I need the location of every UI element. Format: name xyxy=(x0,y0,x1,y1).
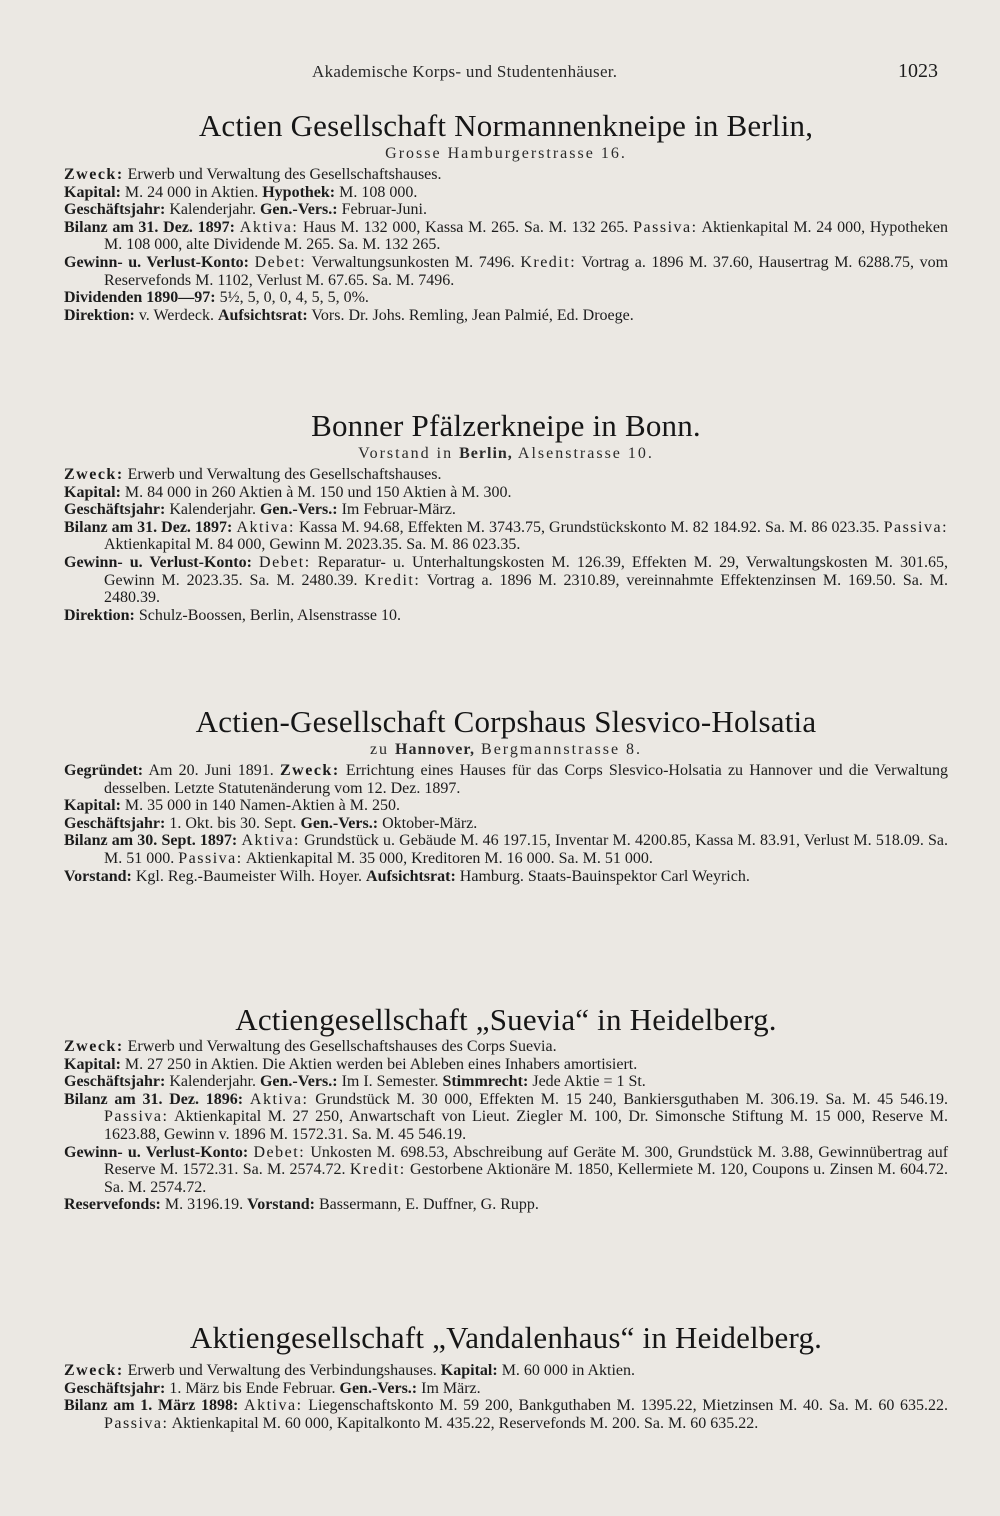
bilanz-paragraph: Bilanz am 31. Dez. 1897: Aktiva: Kassa M. 94.68, Effekten M. 3743.75, Grundstückskonto M. 82 184.92. Sa. M. 86 023.35. Passiva: Aktienkapital M. 84 000, Gewinn M. 2023.35. Sa. M. 86 023.35. xyxy=(64,518,949,554)
guv-paragraph: Gewinn- u. Verlust-Konto: Debet: Unkosten M. 698.53, Abschreibung auf Geräte M. 300, Grundstück M. 3.88, Gewinnübertrag auf Reserve M. 1572.31. Sa. M. 2574.72. Kredit: Gestorbene Aktionäre M. 1850, Kellermiete M. 120, Coupons u. Zinsen M. 604.72. Sa. M. 2574.72. xyxy=(64,1143,949,1196)
zweck-line: Zweck: Erwerb und Verwaltung des Verbindungshauses. Kapital: M. 60 000 in Aktien. xyxy=(64,1362,636,1379)
bilanz-paragraph: Bilanz am 30. Sept. 1897: Aktiva: Grundstück u. Gebäude M. 46 197.15, Inventar M. 4200.85, Kassa M. 83.91, Verlust M. 518.09. Sa. M. 51 000. Passiva: Aktienkapital M. 35 000, Kreditoren M. 16 000. Sa. M. 51 000. xyxy=(64,832,949,867)
geschaeftsjahr-line: Geschäftsjahr: Kalenderjahr. Gen.-Vers.: Im I. Semester. Stimmrecht: Jede Aktie = 1 St. xyxy=(64,1073,646,1091)
dividenden-line: Dividenden 1890—97: 5½, 5, 0, 0, 4, 5, 5, 0%. xyxy=(64,289,369,307)
entry-title: Bonner Pfälzerkneipe in Bonn. xyxy=(311,408,701,443)
running-title: Akademische Korps- und Studentenhäuser. xyxy=(312,62,618,81)
geschaeftsjahr-line: Geschäftsjahr: 1. Okt. bis 30. Sept. Gen.-Vers.: Oktober-März. xyxy=(64,814,478,832)
entry-title: Actiengesellschaft „Suevia“ in Heidelberg. xyxy=(235,1002,777,1037)
bilanz-paragraph: Bilanz am 31. Dez. 1896: Aktiva: Grundstück M. 30 000, Effekten M. 15 240, Bankiersguthaben M. 306.19. Sa. M. 45 546.19. Passiva: Aktienkapital M. 27 250, Anwartschaft von Lieut. Ziegler M. 100, Dr. Simonsche Stiftung M. 15 000, Reserve M. 1623.88, Gewinn v. 1896 M. 1572.31. Sa. M. 45 546.19. xyxy=(64,1090,949,1143)
kapital-line: Kapital: M. 24 000 in Aktien. Hypothek: M. 108 000. xyxy=(64,183,418,201)
zweck-line: Zweck: Erwerb und Verwaltung des Gesellschaftshauses des Corps Suevia. xyxy=(64,1038,557,1055)
kapital-line: Kapital: M. 27 250 in Aktien. Die Aktien werden bei Ableben eines Inhabers amortisiert. xyxy=(64,1055,638,1073)
zweck-line: Zweck: Erwerb und Verwaltung des Gesellschaftshauses. xyxy=(64,466,442,483)
guv-paragraph: Gewinn- u. Verlust-Konto: Debet: Verwaltungsunkosten M. 7496. Kredit: Vortrag a. 1896 M. 37.60, Hausertrag M. 6288.75, vom Reservefonds M. 1102, Verlust M. 67.65. Sa. M. 7496. xyxy=(64,253,949,289)
entry-slesvico-holsatia xyxy=(64,704,948,885)
direktion-line: Direktion: v. Werdeck. Aufsichtsrat: Vors. Dr. Johs. Remling, Jean Palmié, Ed. Droege. xyxy=(64,306,634,324)
entry-address: zu Hannover, Bergmannstrasse 8. xyxy=(369,741,643,758)
gegruendet-paragraph: Gegründet: Am 20. Juni 1891. Zweck: Errichtung eines Hauses für das Corps Slesvico-Holsatia zu Hannover und die Verwaltung desselben. Letzte Statutenänderung vom 12. Dez. 1897. xyxy=(64,762,949,797)
direktion-line: Direktion: Schulz-Boossen, Berlin, Alsenstrasse 10. xyxy=(64,606,402,624)
bilanz-paragraph: Bilanz am 31. Dez. 1897: Aktiva: Haus M. 132 000, Kassa M. 265. Sa. M. 132 265. Passiva: Aktienkapital M. 24 000, Hypotheken M. 108 000, alte Dividende M. 265. Sa. M. 132 265. xyxy=(64,218,949,254)
zweck-line: Zweck: Erwerb und Verwaltung des Gesellschaftshauses. xyxy=(64,166,442,183)
entry-bonner-pfaelzerkneipe xyxy=(64,408,948,624)
geschaeftsjahr-line: Geschäftsjahr: Kalenderjahr. Gen.-Vers.: Februar-Juni. xyxy=(64,201,427,219)
entry-address: Grosse Hamburgerstrasse 16. xyxy=(385,145,627,162)
entry-title: Actien Gesellschaft Normannenkneipe in Berlin, xyxy=(198,108,814,143)
entry-suevia xyxy=(64,1002,948,1214)
running-head xyxy=(0,60,1000,86)
geschaeftsjahr-line: Geschäftsjahr: Kalenderjahr. Gen.-Vers.: Im Februar-März. xyxy=(64,501,456,519)
guv-paragraph: Gewinn- u. Verlust-Konto: Debet: Reparatur- u. Unterhaltungskosten M. 126.39, Effekten M. 29, Verwaltungskosten M. 301.65, Gewinn M. 2023.35. Sa. M. 2480.39. Kredit: Vortrag a. 1896 M. 2310.89, vereinnahmte Effektenzinsen M. 169.50. Sa. M. 2480.39. xyxy=(64,553,948,607)
vorstand-paragraph: Vorstand: Kgl. Reg.-Baumeister Wilh. Hoyer. Aufsichtsrat: Hamburg. Staats-Bauinspektor Carl Weyrich. xyxy=(64,867,750,885)
geschaeftsjahr-line: Geschäftsjahr: 1. März bis Ende Februar. Gen.-Vers.: Im März. xyxy=(64,1379,481,1397)
kapital-line: Kapital: M. 84 000 in 260 Aktien à M. 150 und 150 Aktien à M. 300. xyxy=(64,483,512,501)
bilanz-paragraph: Bilanz am 1. März 1898: Aktiva: Liegenschaftskonto M. 59 200, Bankguthaben M. 1395.22, Mietzinsen M. 40. Sa. M. 60 635.22. Passiva: Aktienkapital M. 60 000, Kapitalkonto M. 435.22, Reservefonds M. 200. Sa. M. 60 635.22. xyxy=(64,1397,949,1432)
entry-title: Actien-Gesellschaft Corpshaus Slesvico-Holsatia xyxy=(195,704,817,739)
entry-title: Aktiengesellschaft „Vandalenhaus“ in Heidelberg. xyxy=(189,1320,823,1355)
entry-normannenkneipe xyxy=(64,108,948,324)
entry-vandalenhaus xyxy=(64,1320,948,1432)
entry-address: Vorstand in Berlin, Alsenstrasse 10. xyxy=(358,445,654,462)
page-number: 1023 xyxy=(898,60,938,82)
kapital-line: Kapital: M. 35 000 in 140 Namen-Aktien à M. 250. xyxy=(64,797,400,815)
reserve-line: Reservefonds: M. 3196.19. Vorstand: Bassermann, E. Duffner, G. Rupp. xyxy=(64,1196,539,1214)
